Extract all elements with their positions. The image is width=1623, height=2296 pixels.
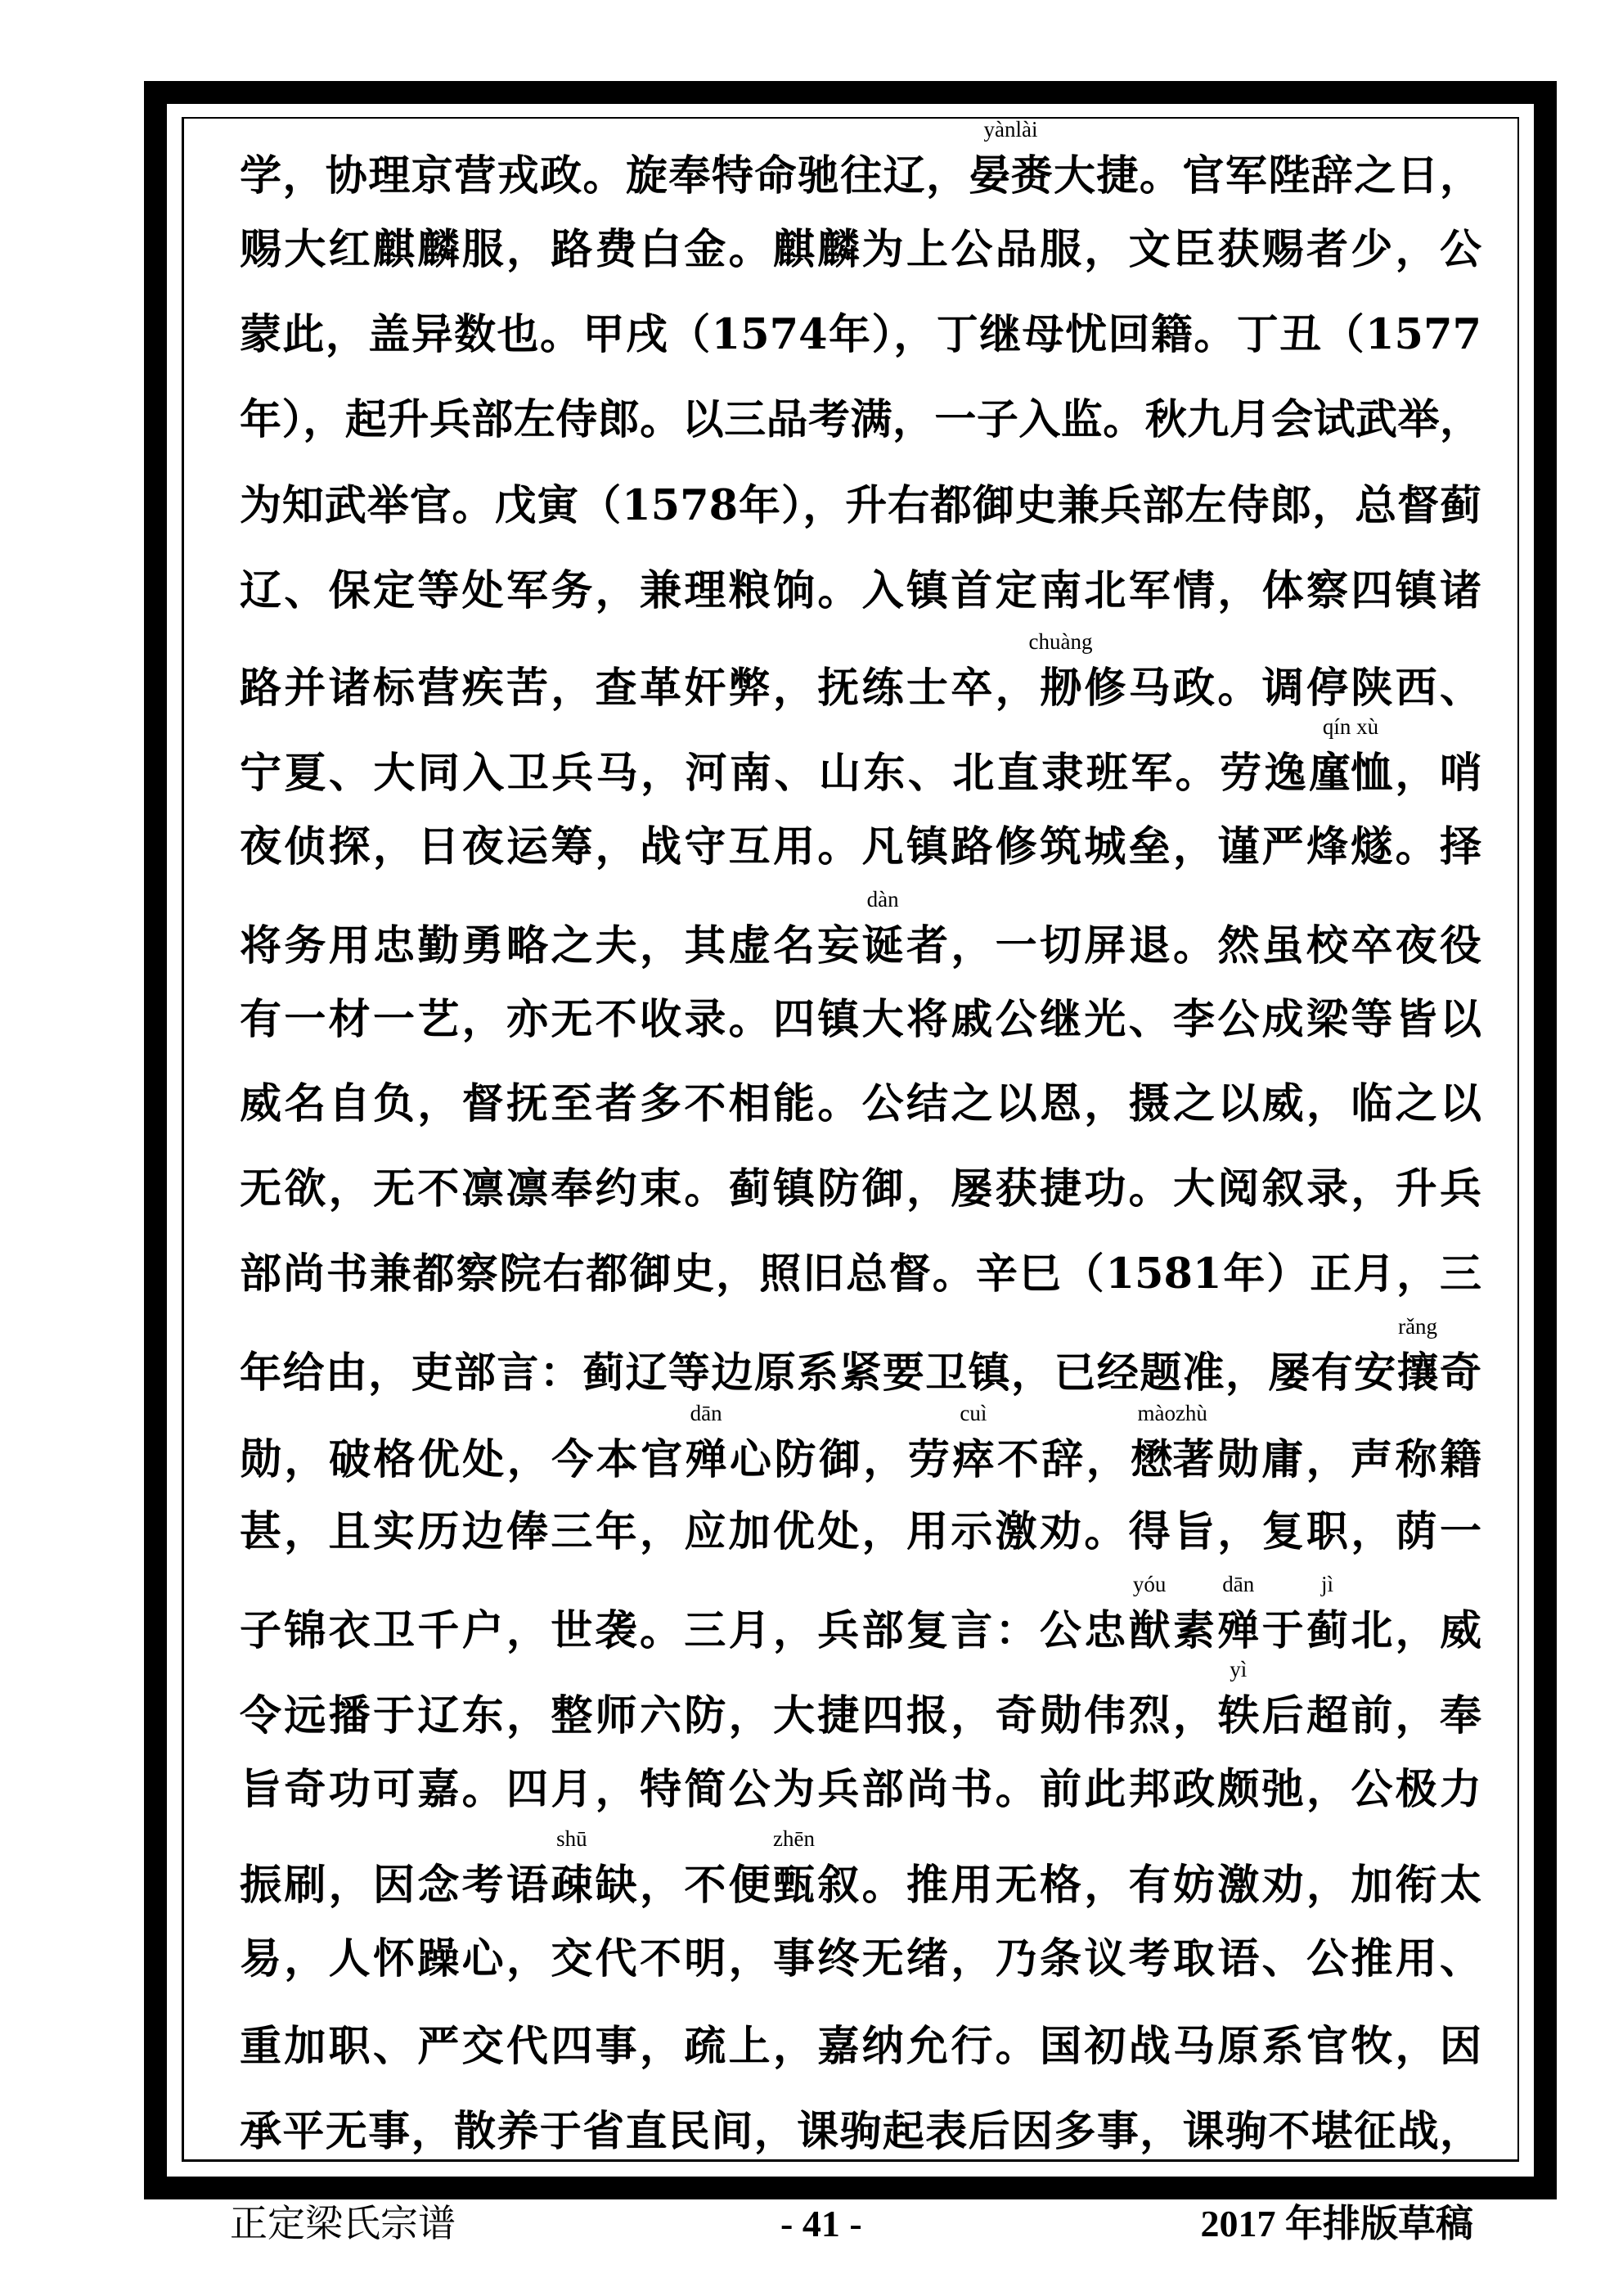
text-segment: 于 <box>1259 1606 1306 1655</box>
text-segment: 令远播于辽东，整师六防，大捷四报，奇勋伟烈， <box>240 1691 1218 1740</box>
text-line <box>240 225 1481 274</box>
annotated-base-text: 轶 <box>1217 1691 1260 1740</box>
pinyin-annotation: cuì <box>960 1401 987 1425</box>
annotated-word <box>1309 714 1393 798</box>
annotated-base-text: 殚 <box>685 1435 727 1484</box>
annotated-base-text: 蓟 <box>1306 1606 1348 1655</box>
annotated-base-text: 甄 <box>773 1861 816 1910</box>
text-segment: 素 <box>1170 1606 1218 1655</box>
text-segment: 叙。推用无格，有妨激劝，加衔太 <box>815 1861 1481 1910</box>
text-segment: 旨奇功可嘉。四月，特简公为兵部尚书。前此邦政颇弛，公极力 <box>240 1765 1481 1814</box>
text-segment: 年给由，吏部言：蓟辽等边原系紧要卫镇，已经题准，屡有安 <box>240 1348 1397 1398</box>
annotated-base-text: 疎 <box>551 1861 593 1910</box>
pinyin-annotation: màozhù <box>1137 1401 1207 1425</box>
text-segment: 心防御，劳 <box>726 1435 953 1484</box>
annotated-base-text: 攘 <box>1396 1348 1439 1398</box>
text-segment: 子锦衣卫千户，世袭。三月，兵部复言：公忠 <box>240 1606 1129 1655</box>
text-segment: 年），起升兵部左侍郎。以三品考满，一子入监。秋九月会试武举， <box>240 395 1481 444</box>
text-segment: 有一材一艺，亦无不收录。四镇大将戚公继光、李公成梁等皆以 <box>240 995 1481 1044</box>
text-line <box>240 117 1481 200</box>
text-line <box>240 1826 1481 1910</box>
pinyin-annotation: shū <box>556 1826 587 1851</box>
annotated-base-text: 晏赉 <box>969 151 1053 200</box>
text-line <box>240 1572 1481 1655</box>
annotated-base-text: 懋著 <box>1131 1435 1215 1484</box>
annotated-word <box>685 1401 727 1484</box>
text-segment: 重加职、严交代四事，疏上，嘉纳允行。国初战马原系官牧，因 <box>240 2022 1481 2071</box>
annotated-word <box>1306 1572 1348 1655</box>
annotated-word <box>1217 1657 1260 1740</box>
annotated-word <box>551 1826 593 1910</box>
text-line <box>240 1934 1481 1983</box>
pinyin-annotation: chuàng <box>1028 629 1093 654</box>
text-segment: 将务用忠勤勇略之夫，其虚名妄 <box>240 921 862 970</box>
annotated-word <box>861 887 904 970</box>
annotated-word <box>1131 1401 1215 1484</box>
text-line <box>240 1765 1481 1814</box>
text-line <box>240 2022 1481 2071</box>
pinyin-annotation: zhēn <box>773 1826 815 1851</box>
text-segment: 威名自负，督抚至者多不相能。公结之以恩，摄之以威，临之以 <box>240 1079 1481 1128</box>
annotated-word <box>1217 1572 1260 1655</box>
text-line <box>240 1079 1481 1128</box>
annotated-word <box>1128 1572 1171 1655</box>
annotated-word <box>1028 629 1093 713</box>
text-line <box>240 629 1481 713</box>
text-segment: 奇 <box>1438 1348 1481 1398</box>
pinyin-annotation: yì <box>1230 1657 1248 1681</box>
text-segment: 勋，破格优处，今本官 <box>240 1435 686 1484</box>
pinyin-annotation: rǎng <box>1398 1314 1438 1339</box>
text-segment: 部尚书兼都察院右都御史，照旧总督。辛巳（1581年）正月，三 <box>240 1249 1481 1299</box>
text-segment: 北，威 <box>1347 1606 1481 1655</box>
text-line <box>240 714 1481 798</box>
text-segment: 路并诸标营疾苦，查革奸弊，抚练士卒， <box>240 664 1040 713</box>
annotated-base-text: 猷 <box>1128 1606 1171 1655</box>
annotated-word <box>969 117 1053 200</box>
annotated-base-text: 殚 <box>1217 1606 1260 1655</box>
annotated-word <box>773 1826 816 1910</box>
text-segment: 为知武举官。戊寅（1578年），升右都御史兼兵部左侍郎，总督蓟 <box>240 481 1481 530</box>
text-segment: 蒙此，盖异数也。甲戌（1574年），丁继母忧回籍。丁丑（1577 <box>240 310 1481 359</box>
text-line <box>240 2107 1481 2156</box>
text-segment: 修马政。调停陕西、 <box>1081 664 1481 713</box>
footer-page-number: - 41 - <box>780 2203 862 2244</box>
text-line <box>240 1249 1481 1299</box>
pinyin-annotation: qín xù <box>1322 714 1379 739</box>
pinyin-annotation: jì <box>1320 1572 1333 1596</box>
text-segment: 易，人怀躁心，交代不明，事终无绪，乃条议考取语、公推用、 <box>240 1934 1481 1983</box>
annotated-base-text: 诞 <box>861 921 904 970</box>
text-line <box>240 310 1481 359</box>
text-segment: ，哨 <box>1392 749 1481 798</box>
footer-draft-note: 2017 年排版草稿 <box>1200 2203 1473 2244</box>
pinyin-annotation: yànlài <box>983 117 1038 142</box>
text-line <box>240 1507 1481 1556</box>
annotated-base-text: 廑恤 <box>1309 749 1393 798</box>
text-segment: 振刷，因念考语 <box>240 1861 551 1910</box>
text-segment: 不辞， <box>994 1435 1131 1484</box>
text-segment: 夜侦探，日夜运筹，战守互用。凡镇路修筑城垒，谨严烽燧。择 <box>240 822 1481 871</box>
text-line <box>240 1657 1481 1740</box>
text-segment: 缺，不便 <box>592 1861 773 1910</box>
text-line <box>240 887 1481 970</box>
text-line <box>240 395 1481 444</box>
annotated-base-text: 刱 <box>1039 664 1081 713</box>
annotated-word <box>1396 1314 1439 1398</box>
text-line <box>240 1164 1481 1213</box>
footer-book-title: 正定梁氏宗谱 <box>230 2203 456 2244</box>
annotated-word <box>952 1401 995 1484</box>
text-segment: 学，协理京营戎政。旋奉特命驰往辽， <box>240 151 969 200</box>
text-line <box>240 481 1481 530</box>
text-segment: 勋庸，声称籍 <box>1214 1435 1481 1484</box>
text-line <box>240 566 1481 615</box>
text-segment: 承平无事，散养于省直民间，课驹起表后因多事，课驹不堪征战， <box>240 2107 1481 2156</box>
text-segment: 甚，且实历边俸三年，应加优处，用示激劝。得旨，复职，荫一 <box>240 1507 1481 1556</box>
text-line <box>240 1401 1481 1484</box>
pinyin-annotation: yóu <box>1132 1572 1167 1596</box>
pinyin-annotation: dàn <box>866 887 899 912</box>
text-line <box>240 995 1481 1044</box>
text-line <box>240 822 1481 871</box>
text-line <box>240 1314 1481 1398</box>
text-segment: 赐大红麒麟服，路费白金。麒麟为上公品服，文臣获赐者少，公 <box>240 225 1481 274</box>
pinyin-annotation: dān <box>1222 1572 1255 1596</box>
text-segment: 辽、保定等处军务，兼理粮饷。入镇首定南北军情，体察四镇诸 <box>240 566 1481 615</box>
text-segment: 无欲，无不凛凛奉约束。蓟镇防御，屡获捷功。大阅叙录，升兵 <box>240 1164 1481 1213</box>
pinyin-annotation: dān <box>690 1401 722 1425</box>
text-segment: 宁夏、大同入卫兵马，河南、山东、北直隶班军。劳逸 <box>240 749 1310 798</box>
annotated-base-text: 瘁 <box>952 1435 995 1484</box>
text-segment: 大捷。官军陛辞之日， <box>1052 151 1481 200</box>
text-segment: 者，一切屏退。然虽校卒夜役 <box>903 921 1481 970</box>
text-segment: 后超前，奉 <box>1259 1691 1481 1740</box>
